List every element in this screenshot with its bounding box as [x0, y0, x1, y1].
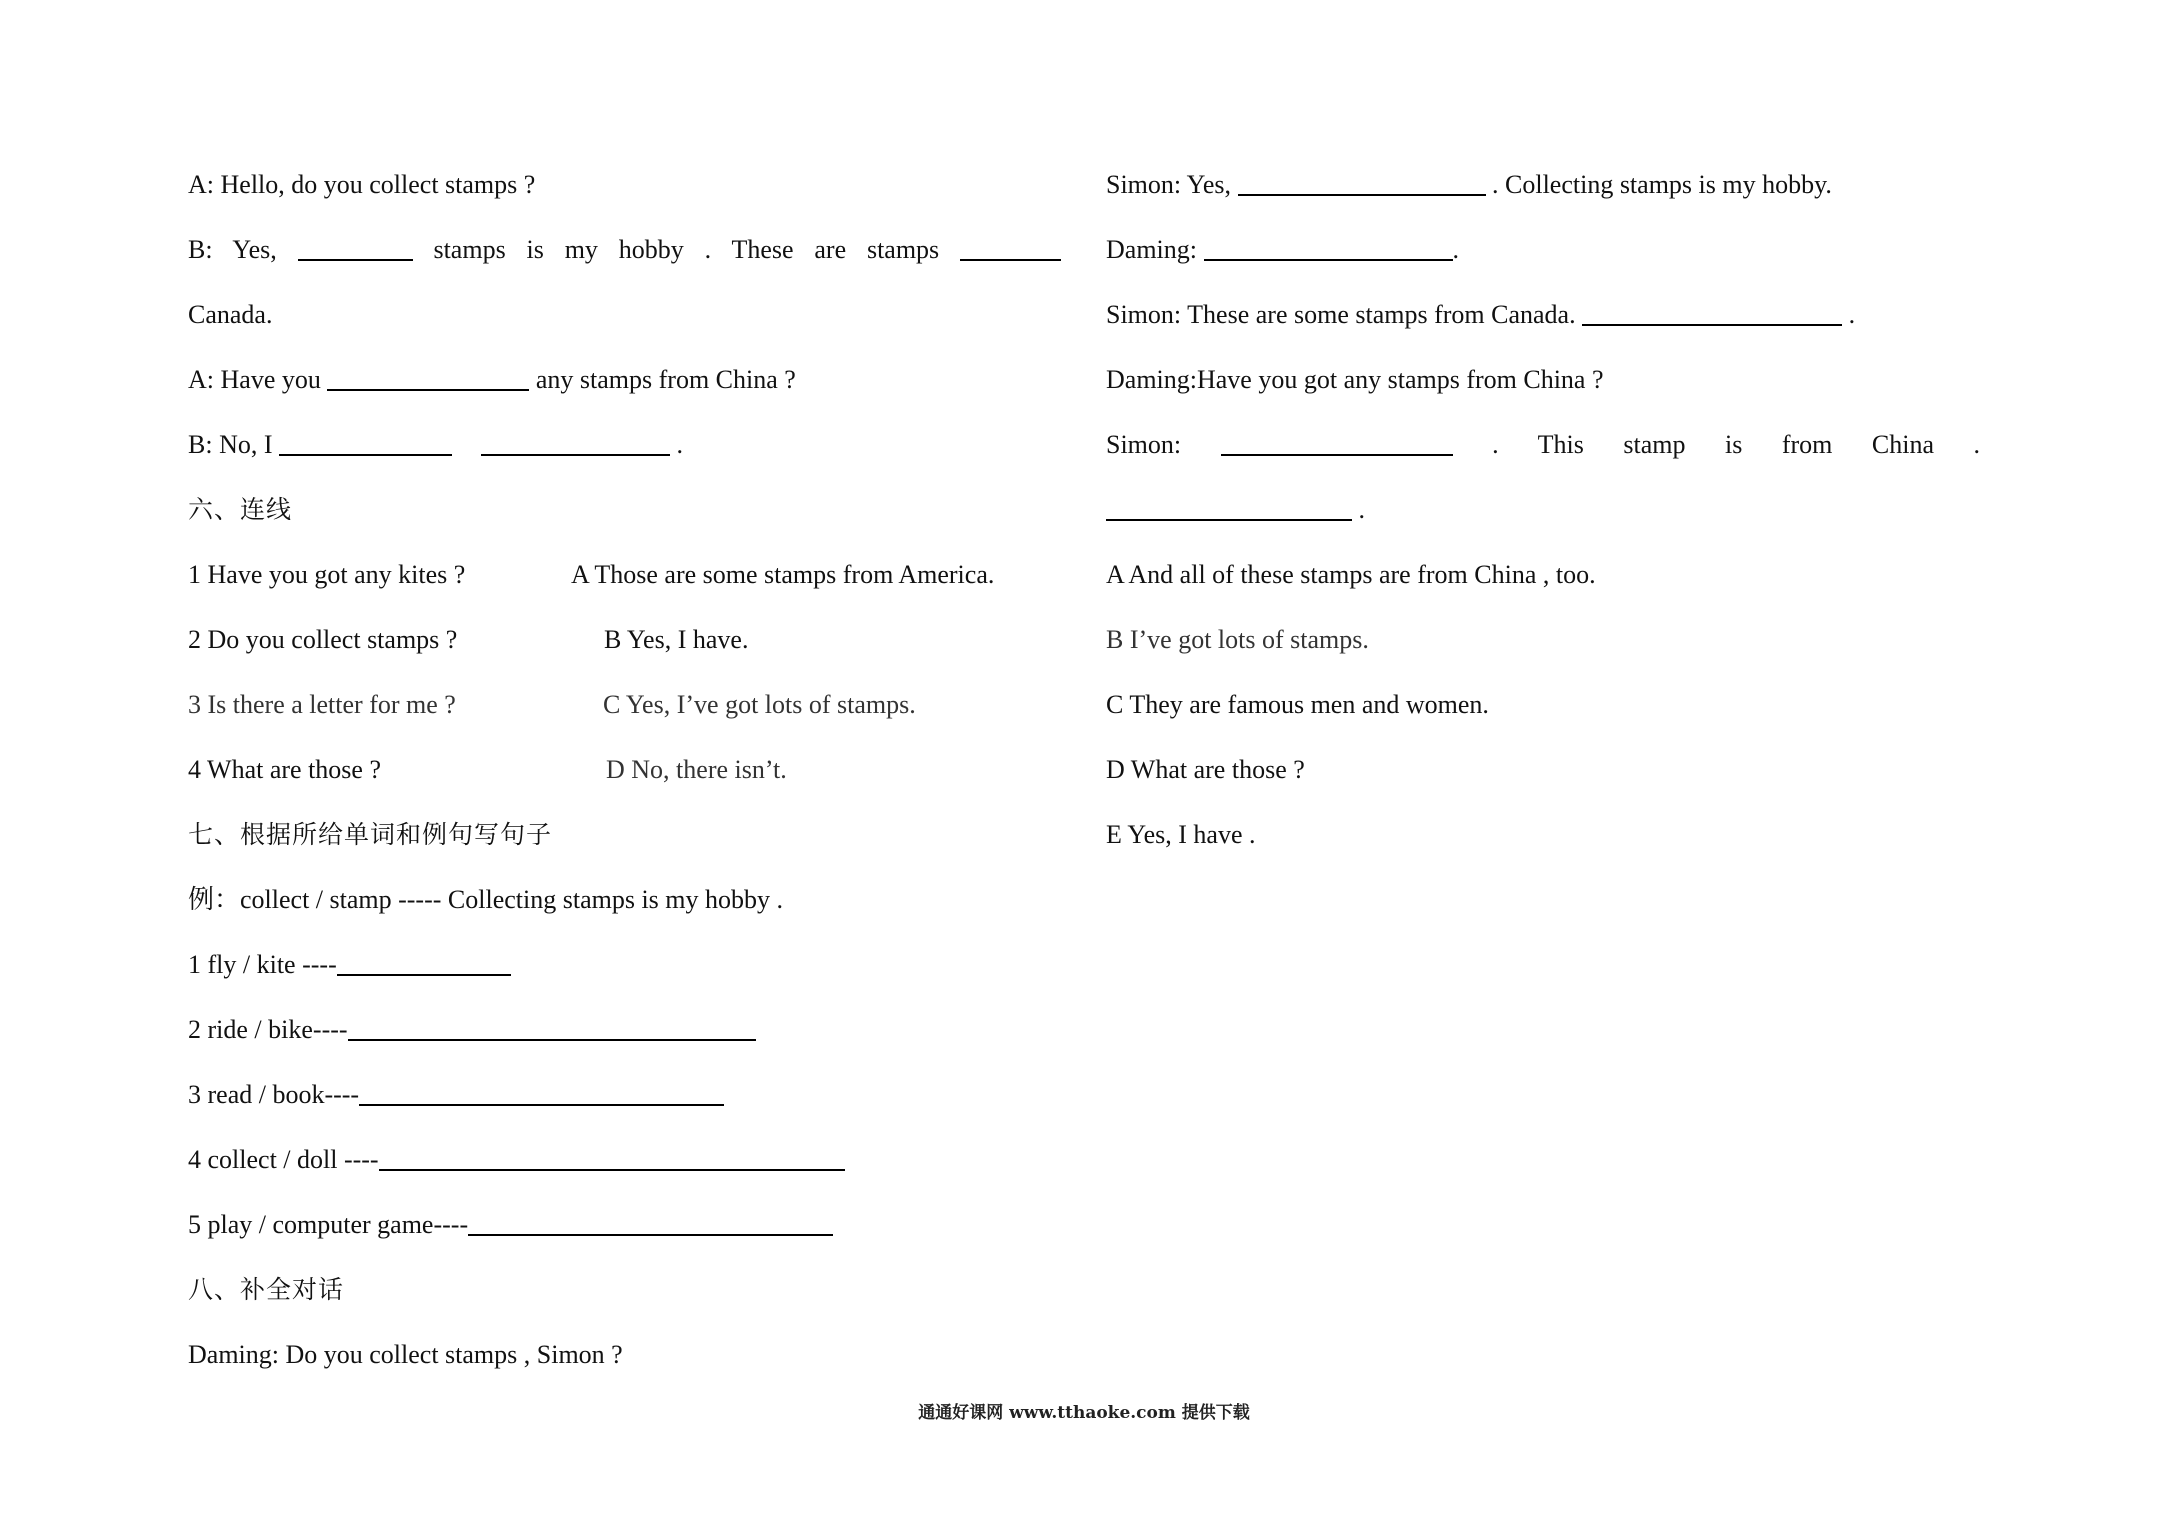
matching-row [188, 607, 1088, 672]
example-sentence: 例：collect / stamp ----- Collecting stamps is my hobby . [188, 885, 784, 914]
section-8-heading: 八、补全对话 [188, 1275, 345, 1304]
option-item: C They are famous men and women. [1106, 690, 1489, 719]
answer-blank [327, 371, 529, 391]
option-item: A And all of these stamps are from China , too. [1106, 560, 1596, 589]
answer-blank [1204, 241, 1453, 261]
answer-blank [348, 1021, 756, 1041]
dialogue-text: stamps is my hobby . These are stamps [433, 235, 940, 264]
option-item: D What are those ? [1106, 755, 1305, 784]
answer-blank [279, 436, 452, 456]
prompt-words: 4 collect / doll ---- [188, 1145, 379, 1174]
prompt-words: 2 ride / bike---- [188, 1015, 348, 1044]
answer-blank [359, 1086, 724, 1106]
dialogue-line-5 [188, 412, 1088, 477]
conversation-text: . [1358, 495, 1365, 524]
left-column [188, 152, 1088, 1387]
matching-question: 2 Do you collect stamps ? [188, 625, 458, 654]
conversation-line-7 [1106, 477, 1996, 542]
answer-blank [379, 1151, 845, 1171]
dialogue-text: . [676, 430, 683, 459]
writing-prompt [188, 1127, 1088, 1192]
dialogue-line-2 [188, 217, 1061, 282]
conversation-line-1 [188, 1322, 1088, 1387]
answer-blank [1221, 436, 1453, 456]
footer-source-note: 通通好课网 www.tthaoke.com 提供下载 [918, 1403, 1250, 1423]
conversation-text: Daming: [1106, 235, 1197, 264]
prompt-words: 3 read / book---- [188, 1080, 360, 1109]
dialogue-text: A: Hello, do you collect stamps ? [188, 170, 536, 199]
conversation-text: . Collecting stamps is my hobby. [1492, 170, 1832, 199]
section-7-example [188, 867, 1088, 932]
conversation-text: Simon: [1106, 430, 1182, 459]
dialogue-text: any stamps from China ? [535, 365, 796, 394]
section-6-heading: 六、连线 [188, 495, 293, 524]
prompt-words: 1 fly / kite ---- [188, 950, 337, 979]
prompt-words: 5 play / computer game---- [188, 1210, 469, 1239]
dialogue-line-1 [188, 152, 1088, 217]
conversation-text: Simon: Yes, [1106, 170, 1231, 199]
answer-blank [1106, 501, 1352, 521]
conversation-text: Daming:Have you got any stamps from China ? [1106, 365, 1604, 394]
section-7-heading: 七、根据所给单词和例句写句子 [188, 820, 553, 849]
conversation-text: . [1452, 235, 1459, 264]
conversation-line-6 [1106, 412, 1980, 477]
matching-answer: C Yes, I’ve got lots of stamps. [603, 690, 916, 719]
answer-blank [1582, 306, 1842, 326]
answer-blank [1238, 176, 1486, 196]
dialogue-text: Canada. [188, 300, 273, 329]
right-column [1106, 152, 1996, 867]
writing-prompt [188, 1062, 1088, 1127]
answer-blank [298, 241, 413, 261]
conversation-line-4 [1106, 282, 1996, 347]
answer-blank [481, 436, 670, 456]
dialogue-line-3 [188, 282, 1088, 347]
matching-question: 3 Is there a letter for me ? [188, 690, 456, 719]
option-item: B I’ve got lots of stamps. [1106, 625, 1369, 654]
matching-question: 4 What are those ? [188, 755, 381, 784]
conversation-text: Daming: Do you collect stamps , Simon ? [188, 1340, 623, 1369]
conversation-line-2 [1106, 152, 1996, 217]
option-item: E Yes, I have . [1106, 820, 1256, 849]
dialogue-text: B: No, I [188, 430, 273, 459]
dialogue-text: B: Yes, [188, 235, 277, 264]
answer-blank [960, 241, 1061, 261]
matching-row [188, 737, 1088, 802]
matching-question: 1 Have you got any kites ? [188, 560, 466, 589]
matching-row [188, 542, 1088, 607]
writing-prompt [188, 1192, 1088, 1257]
matching-answer: D No, there isn’t. [606, 755, 787, 784]
writing-prompt [188, 997, 1088, 1062]
answer-blank [468, 1216, 833, 1236]
matching-answer: B Yes, I have. [604, 625, 749, 654]
conversation-text: . This stamp is from China . [1492, 430, 1980, 459]
dialogue-line-4 [188, 347, 1088, 412]
answer-blank [337, 956, 511, 976]
writing-prompt [188, 932, 1088, 997]
dialogue-text: A: Have you [188, 365, 321, 394]
conversation-line-3 [1106, 217, 1996, 282]
conversation-line-5 [1106, 347, 1996, 412]
conversation-text: . [1848, 300, 1856, 329]
matching-row [188, 672, 1088, 737]
conversation-text: Simon: These are some stamps from Canada. [1106, 300, 1576, 329]
matching-answer: A Those are some stamps from America. [571, 560, 995, 589]
